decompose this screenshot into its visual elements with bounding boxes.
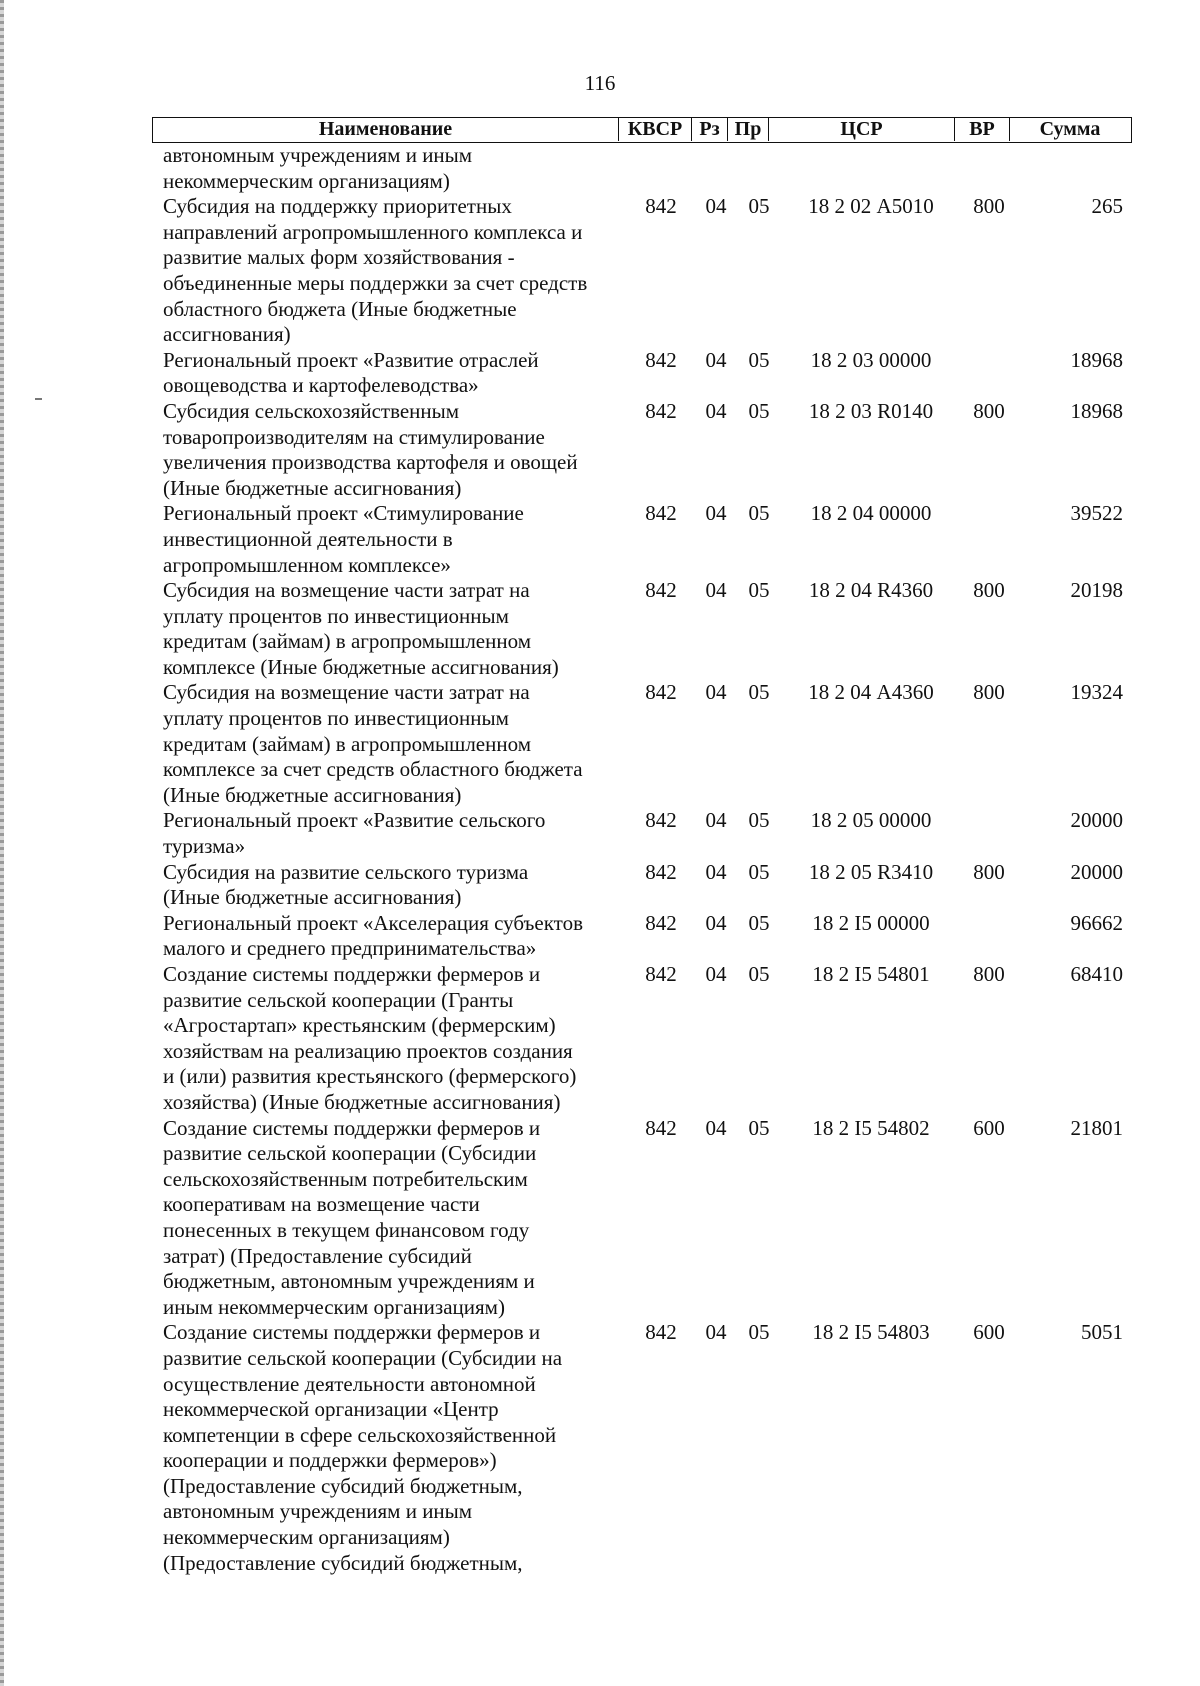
table-row xyxy=(163,399,1123,501)
row-csr: 18 2 03 R0140 xyxy=(808,398,934,423)
row-sum: 96662 xyxy=(1070,910,1123,935)
row-sum: 18968 xyxy=(1070,398,1123,423)
row-csr: 18 2 I5 54802 xyxy=(812,1115,930,1140)
row-rz: 04 xyxy=(705,680,727,705)
row-pr: 05 xyxy=(748,347,770,372)
table-row xyxy=(163,860,1123,911)
table-row xyxy=(163,1320,1123,1576)
row-csr: 18 2 04 R4360 xyxy=(808,578,934,603)
table-row xyxy=(163,578,1123,680)
row-name: Создание системы поддержки фермеров и развитие сельской кооперации (Гранты «Агростартап» крестьянским (фермерским) хозяйствам на реализацию проектов создания и (или) развития крестьянского (фермерского) хозяйства) (Иные бюджетные ассигнования) xyxy=(163,962,577,1114)
row-name: Региональный проект «Развитие отраслей овощеводства и картофелеводства» xyxy=(163,347,539,398)
row-name: Региональный проект «Развитие сельского туризма» xyxy=(163,808,546,859)
row-vr: 800 xyxy=(973,398,1005,423)
stray-mark xyxy=(35,398,42,400)
row-name: Субсидия на возмещение части затрат на уплату процентов по инвестиционным кредитам (займам) в агропромышленном комплексе за счет средств областного бюджета (Иные бюджетные ассигнования) xyxy=(163,680,583,807)
row-kvsr: 842 xyxy=(645,398,677,423)
row-sum: 21801 xyxy=(1070,1115,1123,1140)
table-header xyxy=(152,117,1132,143)
row-pr: 05 xyxy=(748,808,770,833)
row-rz: 04 xyxy=(705,578,727,603)
table-row xyxy=(163,911,1123,962)
row-sum: 265 xyxy=(1091,194,1123,219)
row-rz: 04 xyxy=(705,194,727,219)
row-csr: 18 2 I5 00000 xyxy=(812,910,930,935)
row-csr: 18 2 I5 54801 xyxy=(812,962,930,986)
row-sum: 5051 xyxy=(1081,1320,1123,1345)
row-pr: 05 xyxy=(748,1115,770,1140)
header-name: Наименование xyxy=(153,118,619,141)
row-kvsr: 842 xyxy=(645,501,677,526)
row-rz: 04 xyxy=(705,1115,727,1140)
row-vr: 800 xyxy=(973,578,1005,603)
row-kvsr: 842 xyxy=(645,194,677,219)
row-rz: 04 xyxy=(705,808,727,833)
row-vr: 600 xyxy=(973,1115,1005,1140)
row-rz: 04 xyxy=(705,347,727,372)
row-pr: 05 xyxy=(748,501,770,526)
table-body xyxy=(163,143,1123,1576)
row-sum: 68410 xyxy=(1070,962,1123,986)
row-sum: 20198 xyxy=(1070,578,1123,603)
row-name: автономным учреждениям и иным некоммерческим организациям) xyxy=(163,143,473,193)
row-csr: 18 2 04 00000 xyxy=(810,501,932,526)
page-number: 116 xyxy=(584,71,616,95)
scan-edge xyxy=(0,0,4,1686)
row-sum: 18968 xyxy=(1070,347,1123,372)
row-vr: 800 xyxy=(973,962,1005,986)
row-pr: 05 xyxy=(748,194,770,219)
row-pr: 05 xyxy=(748,578,770,603)
row-kvsr: 842 xyxy=(645,808,677,833)
row-pr: 05 xyxy=(748,1320,770,1345)
row-kvsr: 842 xyxy=(645,910,677,935)
row-name: Субсидия на возмещение части затрат на уплату процентов по инвестиционным кредитам (займам) в агропромышленном комплексе (Иные бюджетные ассигнования) xyxy=(163,578,559,679)
row-pr: 05 xyxy=(748,962,770,986)
row-csr: 18 2 05 R3410 xyxy=(808,859,934,884)
row-sum: 20000 xyxy=(1070,859,1123,884)
row-name: Создание системы поддержки фермеров и развитие сельской кооперации (Субсидии на осуществление деятельности автономной некоммерческой организации «Центр компетенции в сфере сельскохозяйственной кооперации и поддержки фермеров») (Предоставление субсидий бюджетным, автономным учреждениям и иным некоммерческим организациям) (Предоставление субсидий бюджетным, xyxy=(163,1320,563,1575)
table-row xyxy=(163,808,1123,859)
table-row xyxy=(163,501,1123,578)
row-csr: 18 2 03 00000 xyxy=(810,347,932,372)
row-rz: 04 xyxy=(705,962,727,986)
header-sum: Сумма xyxy=(1039,118,1101,140)
row-pr: 05 xyxy=(748,859,770,884)
row-vr: 600 xyxy=(973,1320,1005,1345)
row-pr: 05 xyxy=(748,680,770,705)
row-vr: 800 xyxy=(973,859,1005,884)
row-name: Субсидия сельскохозяйственным товаропроизводителям на стимулирование увеличения производства картофеля и овощей (Иные бюджетные ассигнования) xyxy=(163,398,578,500)
row-kvsr: 842 xyxy=(645,578,677,603)
row-rz: 04 xyxy=(705,910,727,935)
row-name: Субсидия на развитие сельского туризма (Иные бюджетные ассигнования) xyxy=(163,859,529,910)
row-vr: 800 xyxy=(973,680,1005,705)
row-kvsr: 842 xyxy=(645,962,677,986)
header-vr: ВР xyxy=(955,118,1010,141)
row-rz: 04 xyxy=(705,398,727,423)
row-csr: 18 2 04 А4360 xyxy=(808,680,934,705)
row-pr: 05 xyxy=(748,910,770,935)
row-sum: 19324 xyxy=(1070,680,1123,705)
row-rz: 04 xyxy=(705,1320,727,1345)
row-sum: 20000 xyxy=(1070,808,1123,833)
row-csr: 18 2 I5 54803 xyxy=(812,1320,930,1345)
row-csr: 18 2 02 А5010 xyxy=(808,194,934,219)
row-sum: 39522 xyxy=(1070,501,1123,526)
row-name: Региональный проект «Стимулирование инвестиционной деятельности в агропромышленном комплексе» xyxy=(163,501,524,577)
row-kvsr: 842 xyxy=(645,347,677,372)
table-row xyxy=(163,143,1123,194)
table-row xyxy=(163,962,1123,1116)
row-rz: 04 xyxy=(705,859,727,884)
table-row xyxy=(163,194,1123,348)
table-row xyxy=(163,680,1123,808)
row-vr: 800 xyxy=(973,194,1005,219)
row-kvsr: 842 xyxy=(645,680,677,705)
row-kvsr: 842 xyxy=(645,1115,677,1140)
row-csr: 18 2 05 00000 xyxy=(810,808,932,833)
table-row xyxy=(163,348,1123,399)
header-pr: Пр xyxy=(728,118,769,141)
table-row xyxy=(163,1116,1123,1321)
header-csr: ЦСР xyxy=(769,118,955,141)
row-pr: 05 xyxy=(748,398,770,423)
row-name: Субсидия на поддержку приоритетных направлений агропромышленного комплекса и развитие малых форм хозяйствования - объединенные меры поддержки за счет средств областного бюджета (Иные бюджетные ассигнования) xyxy=(163,194,588,347)
row-name: Региональный проект «Акселерация субъектов малого и среднего предпринимательства» xyxy=(163,910,583,961)
row-kvsr: 842 xyxy=(645,1320,677,1345)
row-kvsr: 842 xyxy=(645,859,677,884)
row-rz: 04 xyxy=(705,501,727,526)
row-name: Создание системы поддержки фермеров и развитие сельской кооперации (Субсидии сельскохозяйственным потребительским кооперативам на возмещение части понесенных в текущем финансовом году затрат) (Предоставление субсидий бюджетным, автономным учреждениям и иным некоммерческим организациям) xyxy=(163,1115,541,1319)
header-kvsr: КВСР xyxy=(619,118,692,141)
header-rz: Рз xyxy=(692,118,728,141)
